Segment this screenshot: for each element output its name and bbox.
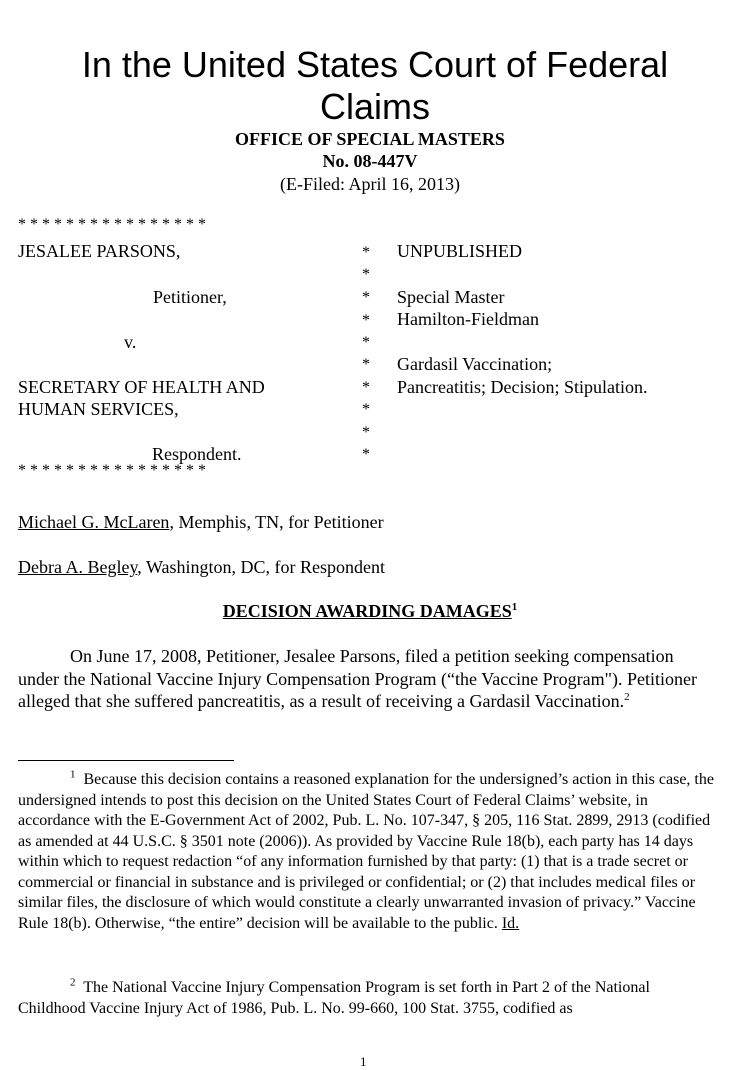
decision-heading-text: DECISION AWARDING DAMAGES xyxy=(222,601,512,621)
court-title: In the United States Court of Federal Claims xyxy=(81,44,669,127)
footnote-1-mark: 1 xyxy=(70,768,76,781)
keywords-line2: Pancreatitis; Decision; Stipulation. xyxy=(397,377,648,397)
status-unpublished: UNPUBLISHED xyxy=(397,241,523,261)
keywords-line1: Gardasil Vaccination; xyxy=(397,354,553,374)
footnote-2-mark: 2 xyxy=(70,976,76,989)
footnote-1-text: Because this decision contains a reasoned explanation for the undersigned’s action in this case, the undersigned intends to post this decision on the United States Court of Federal Claims’ website, in accordance with the E-Government Act of 2002, Pub. L. No. 107-347, § 205, 116 Stat. 2899, 2913 (codified as amended at 44 U.S.C. § 3501 note (2006)). As provided by Vaccine Rule 18(b), each party has 14 days within which to request redaction “of any information furnished by that party: (1) that is a trade secret or commercial or financial in substance and is privileged or confidential; or (2) that includes medical files or similar files, the disclosure of which would constitute a clearly unwarranted invasion of privacy.” Vaccine Rule 18(b). Otherwise, “the entire” decision will be available to the public. xyxy=(18,771,714,932)
respondent-name-line2: HUMAN SERVICES, xyxy=(18,399,179,419)
petitioner-role: Petitioner, xyxy=(153,287,227,307)
footnote-2-text: The National Vaccine Injury Compensation Program is set forth in Part 2 of the National Childhood Vaccine Injury Act of 1986, Pub. L. No. 99-660, 100 Stat. 3755, codified as xyxy=(18,979,650,1017)
decision-paragraph xyxy=(18,645,708,713)
petitioner-name: JESALEE PARSONS, xyxy=(18,241,181,261)
caption-column-star: * xyxy=(362,312,370,329)
footnote-1-cite: Id. xyxy=(501,914,520,932)
caption-column-star: * xyxy=(362,266,370,283)
caption-column-star: * xyxy=(362,401,370,418)
footnote-divider xyxy=(18,760,234,761)
caption-column-star: * xyxy=(362,446,370,463)
caption-column-star: * xyxy=(362,424,370,441)
respondent-attorney-name: Debra A. Begley xyxy=(18,557,138,577)
special-master-label: Special Master xyxy=(397,287,505,307)
versus: v. xyxy=(124,332,137,352)
petitioner-attorney-name: Michael G. McLaren xyxy=(18,512,170,532)
decision-heading xyxy=(0,600,740,622)
page-number: 1 xyxy=(360,1054,367,1069)
caption-star-row-bottom: * * * * * * * * * * * * * * * * xyxy=(18,462,206,479)
petitioner-counsel xyxy=(18,511,384,533)
caption-column-star: * xyxy=(362,379,370,396)
caption-column-star: * xyxy=(362,356,370,373)
footnote-ref-1[interactable]: 1 xyxy=(511,601,518,613)
petitioner-counsel-detail: , Memphis, TN, for Petitioner xyxy=(169,512,384,532)
caption-column-star: * xyxy=(362,289,370,306)
special-master-name: Hamilton-Fieldman xyxy=(397,309,539,329)
caption-column-star: * xyxy=(362,334,370,351)
case-number: No. 08-447V xyxy=(322,151,418,171)
respondent-counsel xyxy=(18,556,385,578)
footnote-2 xyxy=(18,978,718,1019)
caption-column-star: * xyxy=(362,244,370,261)
footnote-1 xyxy=(18,770,718,934)
footnote-ref-2[interactable]: 2 xyxy=(624,691,630,703)
efiled-date: (E-Filed: April 16, 2013) xyxy=(280,174,460,194)
caption-star-row-top: * * * * * * * * * * * * * * * * xyxy=(18,216,206,233)
office-heading: OFFICE OF SPECIAL MASTERS xyxy=(235,129,505,149)
respondent-counsel-detail: , Washington, DC, for Respondent xyxy=(137,557,385,577)
respondent-name-line1: SECRETARY OF HEALTH AND xyxy=(18,377,265,397)
respondent-role: Respondent. xyxy=(152,444,242,464)
decision-paragraph-text: On June 17, 2008, Petitioner, Jesalee Parsons, filed a petition seeking compensation under the National Vaccine Injury Compensation Program (“the Vaccine Program"). Petitioner alleged that she suffered pancreatitis, as a result of receiving a Gardasil Vaccination. xyxy=(18,646,697,711)
